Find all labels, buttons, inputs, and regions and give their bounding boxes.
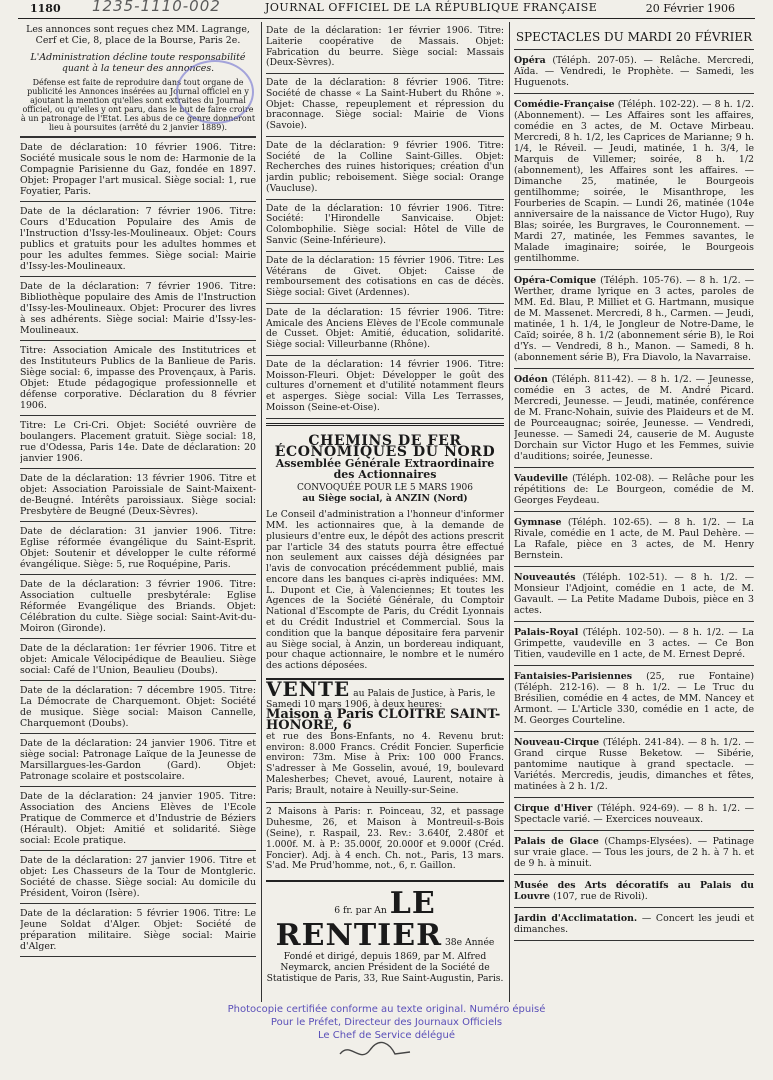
- notice-item: Date de la déclaration: 15 février 1906. Titre: Amicale des Anciens Elèves de l'Ecole communale de Cusset. Objet: Amitié, éducation, solidarité. Siège social: Villeurbanne (Rhône).: [266, 304, 504, 356]
- sale-body: et rue des Bons-Enfants, no 4. Revenu brut: environ: 8.000 Francs. Crédit Foncier. Superficie environ: 73m. Mise à Prix: 100 000 Francs. S'adresser à Me Gosselin, avoué, 19, boulevard Malesherbes; Chevet, avoué, Laurent, notaire à Paris; Brault, notaire à Neuilly-sur-Seine.: [266, 730, 504, 796]
- prefect-line: Pour le Préfet, Directeur des Journaux Officiels: [270, 1017, 503, 1028]
- notice-item: Date de la déclaration: 7 décembre 1905. Titre: La Démocrate de Charquemont. Objet: Société de musique. Siège social: Maison Cannelle, Charquemont (Doubs).: [20, 681, 256, 734]
- theatre-program: — Concert les jeudi et dimanches.: [514, 913, 754, 935]
- page-header: [0, 0, 773, 20]
- spectacles-title: SPECTACLES DU MARDI 20 FÉVRIER: [514, 22, 754, 50]
- page-number: 1180: [30, 2, 61, 15]
- sale-lead: VENTE: [266, 676, 351, 701]
- theatre-entry: [514, 875, 754, 908]
- notice-item: Date de déclaration: 10 février 1906. Titre: Société musicale sous le nom de: Harmonie de la Compagnie Parisienne du Gaz, fondée en 1897. Objet: Propager l'art musical. Siège social: 1, rue Foyatier, Paris.: [20, 138, 256, 202]
- certification-line: Photocopie certifiée conforme au texte original. Numéro épuisé: [227, 1004, 546, 1015]
- theatre-name: Gymnase: [514, 517, 562, 528]
- theatre-program: (Téléph. 102-65). — 8 h. 1/2. — La Rivale, comédie en 1 acte, de M. Paul Dehère. — La Rafale, pièce en 3 actes, de M. Henry Bernstein.: [514, 517, 754, 561]
- notice-list: [20, 138, 256, 957]
- chief-line: Le Chef de Service délégué: [318, 1030, 455, 1041]
- notice-item: Date de la déclaration: 9 février 1906. Titre: Société de la Colline Saint-Gilles. Objet: Recherches des ruines historiques; création d'un jardin public; reboisement. Siège social: Orange (Vaucluse).: [266, 137, 504, 200]
- theatre-program: (Téléph. 241-84). — 8 h. 1/2. — Grand cirque Russe Beketow. — Sibérie, pantomime nautique à grand spectacle. — Variétés. Mercredis, jeudis, dimanches et fêtes, matinées à 2 h. 1/2.: [514, 737, 754, 792]
- theatre-name: Palais-Royal: [514, 627, 579, 638]
- theatre-name: Opéra-Comique: [514, 275, 597, 286]
- theatre-list: [514, 50, 754, 941]
- theatre-name: Jardin d'Acclimatation.: [514, 913, 638, 924]
- rentier-price: 6 fr. par An: [334, 905, 387, 917]
- convocation-date: CONVOQUÉE POUR LE 5 MARS 1906: [297, 482, 473, 493]
- notice-item: Date de la déclaration: 7 février 1906. Titre: Bibliothèque populaire des Amis de l'Instruction d'Issy-les-Moulineaux. Objet: Procurer des livres à ses adhérents. Siège social: Mairie d'Issy-les-Moulineaux.: [20, 277, 256, 341]
- railway-title: CHEMINS DE FER ÉCONOMIQUES DU NORD: [274, 432, 496, 460]
- notice-item: Date de la déclaration: 24 janvier 1906. Titre et siège social: Patronage Laïque de la Jeunesse de Marsillargues-les-Gardon (Gard). Objet: Patronage scolaire et postscolaire.: [20, 734, 256, 787]
- notice-item: Date de la déclaration: 13 février 1906. Titre et objet: Association Paroissiale de Saint-Maixent-de-Beugné. Intérêts paroissiaux. Siège social: Presbytère de Beugné (Deux-Sèvres).: [20, 469, 256, 522]
- sale-title: Maison à Paris CLOITRE SAINT-HONORÉ, 6: [266, 707, 501, 734]
- theatre-name: Opéra: [514, 55, 546, 66]
- rentier-body: Fondé et dirigé, depuis 1869, par M. Alfred Neymarck, ancien Président de la Société de Statistique de Paris, 33, Rue Saint-Augustin, Paris.: [266, 951, 504, 984]
- theatre-name: Vaudeville: [514, 473, 568, 484]
- theatre-name: Fantaisies-Parisiennes: [514, 671, 633, 682]
- theatre-entry: [514, 369, 754, 468]
- theatre-program: (Téléph. 102-50). — 8 h. 1/2. — La Grimpette, vaudeville en 3 actes. — Ce Bon Titien, vaudeville en 1 acte, de M. Ernest Depré.: [514, 627, 754, 660]
- notice-item: Date de déclaration: 31 janvier 1906. Titre: Eglise réformée évangélique du Saint-Esprit. Objet: Soutenir et développer le culte réformé évangélique. Siège: 5, rue Roquépine, Paris.: [20, 522, 256, 575]
- theatre-program: (Champs-Elysées). — Patinage sur vraie glace. — Tous les jours, de 2 h. à 7 h. et de 9 h. à minuit.: [514, 836, 754, 869]
- reprint-notice: Défense est faite de reproduire dans tout organe de publicité les Annonces insérées au Journal officiel en y ajoutant la mention qu'elles sont extraites du Journal officiel, ou qu'elles y ont paru, dans le but de faire croire à un patronage de l'Etat. Les abus de ce genre donneront lieu à poursuites (arrêté du 2 janvier 1889).: [20, 76, 256, 138]
- theatre-program: (107, rue de Rivoli).: [553, 891, 648, 902]
- theatre-name: Comédie-Française: [514, 99, 615, 110]
- notice-item: Titre: Le Cri-Cri. Objet: Société ouvrière de boulangers. Placement gratuit. Siège social: 18, rue d'Odessa, Paris 14e. Date de déclaration: 20 janvier 1906.: [20, 416, 256, 469]
- theatre-name: Nouveau-Cirque: [514, 737, 600, 748]
- theatre-program: (Téléph. 207-05). — Relâche. Mercredi, Aïda. — Vendredi, le Prophète. — Samedi, les Huguenots.: [514, 55, 754, 88]
- theatre-entry: [514, 468, 754, 512]
- column-divider: [261, 22, 262, 1002]
- assembly-location: au Siège social, à ANZIN (Nord): [302, 492, 468, 504]
- notice-item: Date de la déclaration: 14 février 1906. Titre: Moisson-Fleuri. Objet: Développer le goût des cultures d'ornement et d'utilité notamment fleurs et asperges. Siège social: Villa Les Terrasses, Moisson (Seine-et-Oise).: [266, 356, 504, 419]
- sale-when: au Palais de Justice, à Paris, le Samedi 10 mars 1906, à deux heures:: [266, 687, 496, 710]
- notice-list: [266, 22, 504, 419]
- signature: [335, 1036, 415, 1066]
- theatre-program: (Téléph. 811-42). — 8 h. 1/2. — Jeunesse, comédie en 3 actes, de M. André Picard. Mercredi, Jeunesse. — Jeudi, matinée, conférence de M. Franc-Nohain, suivie des Plaideurs et de M. de Pourceaugnac; soirée, Jeunesse. — Vendredi, Jeunesse. — Samedi 24, causerie de M. Auguste Dorchain sur Victor Hugo et les Femmes, suivie d'auditions; soirée, Jeunesse.: [514, 374, 754, 462]
- theatre-entry: [514, 622, 754, 666]
- theatre-entry: [514, 50, 754, 94]
- notice-item: Date de la déclaration: 8 février 1906. Titre: Société de chasse « La Saint-Hubert du Rhône ». Objet: Chasse, repeuplement et répression du braconnage. Siège social: Mairie de Vions (Savoie).: [266, 74, 504, 137]
- notice-item: Date de la déclaration: 27 janvier 1906. Titre et objet: Les Chasseurs de la Tour de Montgleric. Société de chasse. Siège social: Au domicile du Président, Voiron (Isère).: [20, 851, 256, 904]
- theatre-entry: [514, 270, 754, 369]
- railway-body: Le Conseil d'administration a l'honneur d'informer MM. les actionnaires que, à la demande de plusieurs d'entre eux, le dépôt des actions prescrit par l'article 34 des statuts pourra être effectué non seulement aux caisses déjà désignées par l'avis de convocation précédemment publié, mais encore dans les banques ci-après indiquées: MM. L. Dupont et Cie, à Valenciennes; Et toutes les Agences de la Société Générale, du Comptoir National d'Escompte de Paris, du Crédit Lyonnais et du Crédit Industriel et Commercial. Sous la condition que la banque dépositaire fera parvenir au Siège social, à Anzin, un bordereau indiquant, pour chaque actionnaire, le nombre et le numéro des actions déposées.: [266, 509, 504, 672]
- official-stamp: [176, 60, 254, 124]
- notice-item: Titre: Association Amicale des Institutrices et des Instituteurs Publics de la Banlieue de Paris. Siège social: 6, impasse des Provençaux, à Paris. Objet: Etude pédagogique professionnelle et défense corporative. Déclaration du 8 février 1906.: [20, 341, 256, 416]
- notice-item: Date de la déclaration: 10 février 1906. Titre: Société: l'Hirondelle Sanvicaise. Objet: Colombophilie. Siège social: Hôtel de Ville de Sanvic (Seine-Inférieure).: [266, 200, 504, 252]
- theatre-program: (Téléph. 102-08). — Relâche pour les répétitions de: Le Bourgeon, comédie de M. Georges Feydeau.: [514, 473, 754, 506]
- railway-announcement: [266, 423, 504, 672]
- handwritten-reference: 1235-1110-002: [92, 0, 221, 15]
- notice-item: Date de la déclaration: 5 février 1906. Titre: Le Jeune Soldat d'Alger. Objet: Société de préparation militaire. Siège social: Mairie d'Alger.: [20, 904, 256, 957]
- theatre-name: Nouveautés: [514, 572, 576, 583]
- theatre-entry: [514, 94, 754, 270]
- theatre-name: Musée des Arts décoratifs au Palais du Louvre: [514, 880, 754, 902]
- notice-item: Date de la déclaration: 3 février 1906. Titre: Association cultuelle presbytérale: Eglise Réformée Evangélique des Briands. Objet: Célébration du culte. Siège social: Saint-Avit-du-Moiron (Gironde).: [20, 575, 256, 639]
- header-rule: [18, 18, 755, 19]
- rentier-year: 38e Année: [444, 937, 495, 949]
- theatre-program: (Téléph. 102-51). — 8 h. 1/2. — Monsieur l'Adjoint, comédie en 1 acte, de M. Gavault. — La Petite Madame Dubois, pièce en 3 actes.: [514, 572, 754, 616]
- theatre-entry: [514, 798, 754, 831]
- column-announcements: [20, 22, 256, 957]
- theatre-name: Palais de Glace: [514, 836, 599, 847]
- column-divider: [509, 22, 510, 1002]
- theatre-entry: [514, 512, 754, 567]
- announcement-intro: Les annonces sont reçues chez MM. Lagrange, Cerf et Cie, 8, place de la Bourse, Paris 2e.: [26, 24, 250, 46]
- column-notices-ads: [266, 22, 504, 984]
- theatre-entry: [514, 567, 754, 622]
- theatre-entry: [514, 831, 754, 875]
- theatre-program: (Téléph. 924-69). — 8 h. 1/2. — Spectacle varié. — Exercices nouveaux.: [514, 803, 754, 825]
- notice-item: Date de la déclaration: 15 février 1906. Titre: Les Vétérans de Givet. Objet: Caisse de remboursement des cotisations en cas de décès. Siège social: Givet (Ardennes).: [266, 252, 504, 304]
- column-spectacles: [514, 22, 754, 941]
- notice-item: Date de la déclaration: 1er février 1906. Titre: Laiterie coopérative de Massais. Objet: Fabrication du beurre. Siège social: Massais (Deux-Sèvres).: [266, 22, 504, 74]
- rentier-ad: [266, 880, 504, 984]
- theatre-entry: [514, 908, 754, 941]
- property-sale: 2 Maisons à Paris: r. Poinceau, 32, et passage Duhesme, 26, et Maison à Montreuil-s-Bois (Seine), r. Raspail, 23. Rev.: 3.640f, 2.480f et 1.000f. M. à P.: 35.000f, 20.000f et 9.000f (Créd. Foncier). Adj. à 4 ench. Ch. not., Paris, 13 mars. S'ad. Me Prud'homme, not., 6, r. Gaillon.: [266, 802, 504, 872]
- notice-item: Date de la déclaration: 24 janvier 1905. Titre: Association des Anciens Elèves de l'Ecole Pratique de Commerce et d'Industrie de Béziers (Hérault). Objet: Amitié et solidarité. Siège social: Ecole pratique.: [20, 787, 256, 851]
- theatre-entry: [514, 732, 754, 798]
- theatre-name: Cirque d'Hiver: [514, 803, 593, 814]
- notice-item: Date de la déclaration: 1er février 1906. Titre et objet: Amicale Vélocipédique de Beaulieu. Siège social: Café de l'Union, Beaulieu (Doubs).: [20, 639, 256, 681]
- notice-item: Date de la déclaration: 7 février 1906. Titre: Cours d'Education Populaire des Amis de l'Instruction d'Issy-les-Moulineaux. Objet: Cours publics et gratuits pour les adultes hommes et pour les adultes femmes. Siège social: Mairie d'Issy-les-Moulineaux.: [20, 202, 256, 277]
- theatre-name: Odéon: [514, 374, 548, 385]
- theatre-entry: [514, 666, 754, 732]
- rentier-title: LE RENTIER: [275, 886, 443, 954]
- issue-date: 20 Février 1906: [645, 2, 735, 15]
- theatre-program: (Téléph. 102-22). — 8 h. 1/2. (Abonnement). — Les Affaires sont les affaires, comédie en 3 actes, de M. Octave Mirbeau. Mercredi, 8 h. 1/2, les Caprices de Marianne; 9 h. 1/4, le Réveil. — Jeudi, matinée, 1 h. 3/4, le Marquis de Villemer; soirée, 8 h. 1/2 (abonnement), les Affaires sont les affaires. — Dimanche 25, matinée, le Bourgeois gentilhomme; soirée, le Misanthrope, les Fourberies de Scapin. — Lundi 26, matinée (104e anniversaire de la naissance de Victor Hugo), Ruy Blas; soirée, les Burgraves, le Couronnement. — Mardi 27, matinée, les Femmes savantes, le Malade imaginaire; soirée, le Bourgeois gentilhomme.: [514, 99, 754, 264]
- disclaimer: L'Administration décline toute responsabilité quant à la teneur des annonces.: [30, 52, 246, 74]
- journal-title: JOURNAL OFFICIEL DE LA RÉPUBLIQUE FRANÇAISE: [265, 1, 598, 14]
- theatre-program: (Téléph. 105-76). — 8 h. 1/2. — Werther, drame lyrique en 3 actes, paroles de MM. Ed. Blau, P. Milliet et G. Hartmann, musique de M. Massenet. Mercredi, 8 h., Carmen. — Jeudi, matinée, 1 h. 1/4, le Jongleur de Notre-Dame, le Caïd; soirée, 8 h. 1/2 (abonnement série B), le Roi d'Ys. — Vendredi, 8 h., Manon. — Samedi, 8 h. (abonnement série B), Fra Diavolo, la Navarraise.: [514, 275, 754, 363]
- theatre-program: (25, rue Fontaine) (Téléph. 212-16). — 8 h. 1/2. — Le Truc du Brésilien, comédie en 4 actes, de MM. Nancey et Armont. — L'Article 330, comédie en 1 acte, de M. Georges Courteline.: [514, 671, 754, 726]
- sale-announcement: [266, 678, 504, 797]
- assembly-title: Assemblée Générale Extraordinaire des Actionnaires: [275, 457, 495, 482]
